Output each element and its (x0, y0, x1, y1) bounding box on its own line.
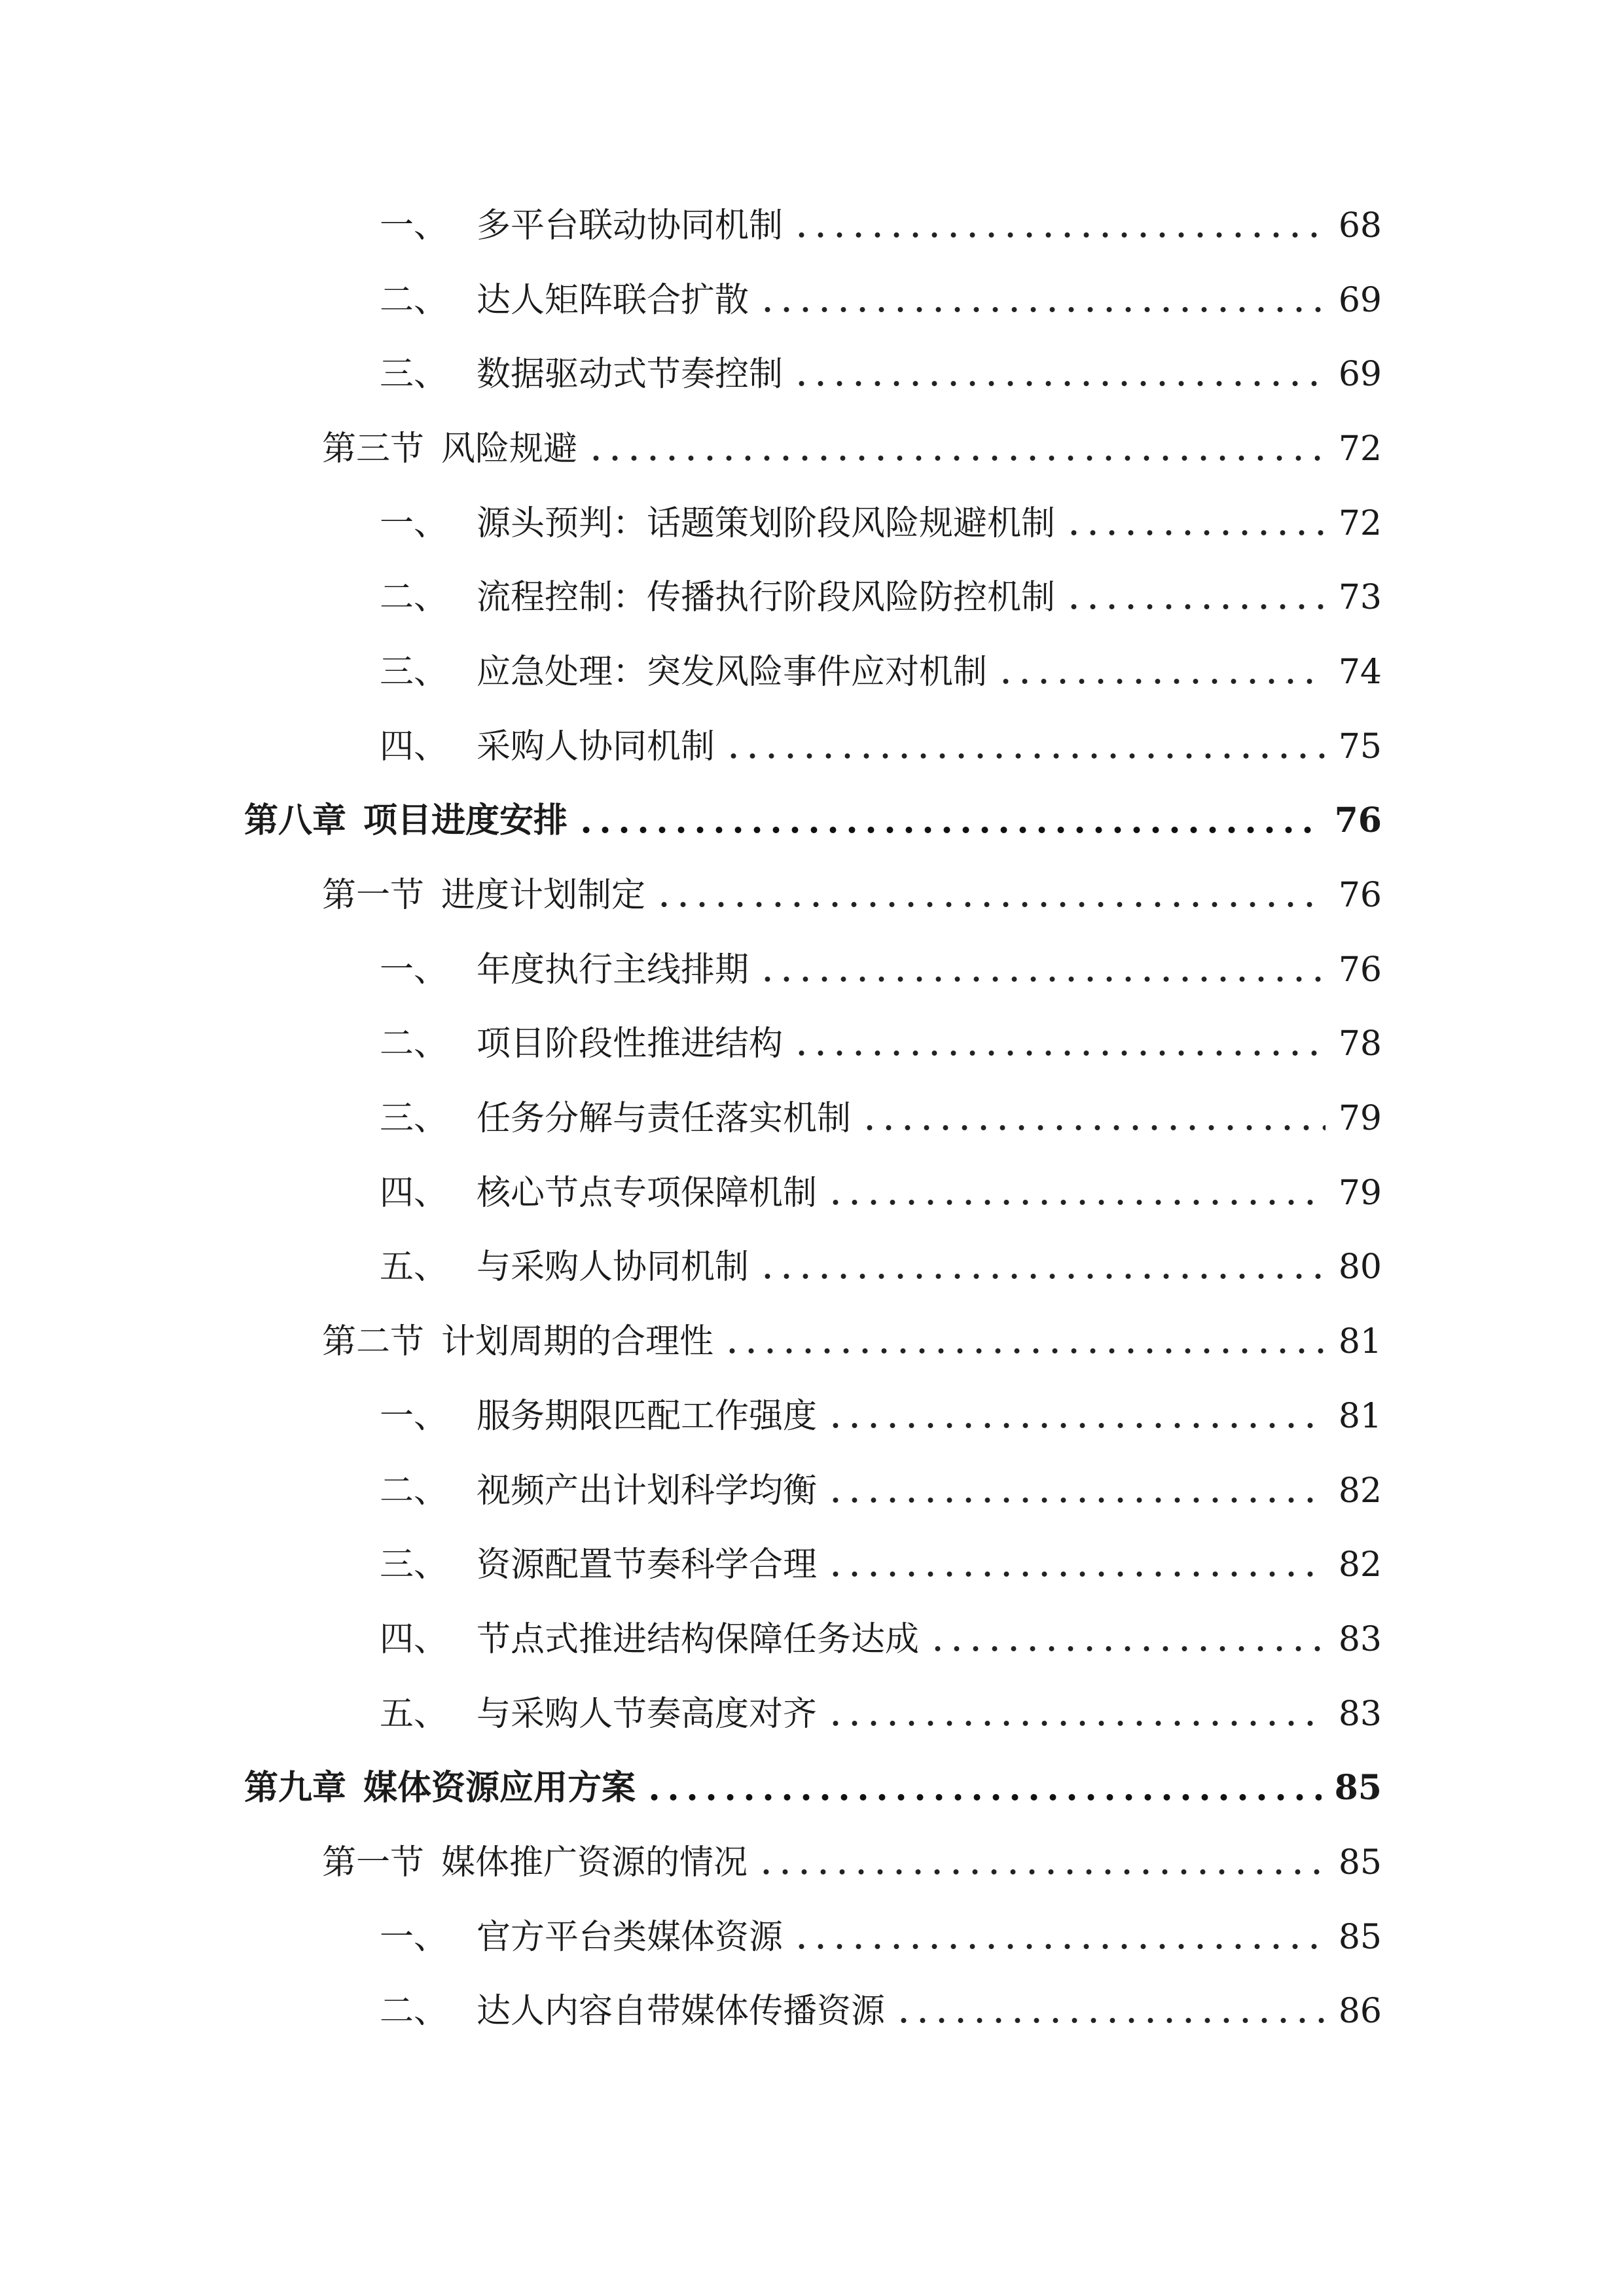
toc-entry-number: 五、 (380, 1694, 448, 1734)
dot-leader (758, 975, 1326, 983)
dot-leader (758, 306, 1326, 314)
toc-entry-subsection[interactable] (0, 1156, 1624, 1230)
toc-entry-title: 采购人协同机制 (477, 726, 715, 766)
toc-entry-title: 项目进度安排 (363, 800, 568, 841)
toc-entry-number: 第一节 (322, 876, 425, 916)
dot-leader (645, 1793, 1322, 1801)
toc-entry-title: 与采购人协同机制 (477, 1247, 749, 1287)
toc-entry-page-number: 76 (1338, 876, 1382, 916)
toc-entry-page-number: 85 (1334, 1768, 1382, 1808)
toc-entry-title: 年度执行主线排期 (477, 950, 749, 990)
toc-entry-page-number: 81 (1338, 1396, 1382, 1436)
toc-entry-section[interactable] (0, 858, 1624, 933)
toc-entry-subsection[interactable] (0, 933, 1624, 1007)
toc-entry-title: 达人矩阵联合扩散 (477, 280, 749, 320)
dot-leader (758, 1272, 1326, 1280)
toc-entry-subsection[interactable] (0, 337, 1624, 412)
dot-leader (792, 231, 1326, 239)
toc-entry-subsection[interactable] (0, 1230, 1624, 1305)
toc-entry-number: 三、 (380, 355, 448, 395)
toc-entry-number: 第八章 (244, 800, 347, 841)
toc-entry-title: 节点式推进结构保障任务达成 (477, 1619, 920, 1659)
toc-entry-subsection[interactable] (0, 1900, 1624, 1975)
toc-entry-number: 五、 (380, 1247, 448, 1287)
toc-entry-title: 与采购人节奏高度对齐 (477, 1694, 818, 1734)
dot-leader (792, 1943, 1326, 1950)
toc-entry-title: 源头预判：话题策划阶段风险规避机制 (477, 503, 1056, 543)
dot-leader (577, 826, 1322, 834)
toc-entry-page-number: 72 (1338, 429, 1382, 469)
dot-leader (928, 1645, 1326, 1653)
toc-entry-subsection[interactable] (0, 709, 1624, 784)
toc-entry-page-number: 72 (1338, 503, 1382, 543)
toc-entry-title: 媒体推广资源的情况 (441, 1842, 748, 1882)
toc-entry-number: 四、 (380, 1619, 448, 1659)
table-of-contents (0, 188, 1624, 2049)
toc-entry-number: 三、 (380, 652, 448, 692)
toc-entry-subsection[interactable] (0, 1454, 1624, 1528)
toc-entry-number: 一、 (380, 206, 448, 245)
toc-entry-title: 媒体资源应用方案 (363, 1768, 636, 1808)
toc-entry-title: 应急处理：突发风险事件应对机制 (477, 652, 988, 692)
dot-leader (894, 2017, 1326, 2024)
toc-entry-number: 第九章 (244, 1768, 347, 1808)
toc-entry-page-number: 83 (1338, 1694, 1382, 1734)
dot-leader (724, 752, 1326, 760)
dot-leader (826, 1570, 1326, 1578)
toc-entry-page-number: 79 (1338, 1099, 1382, 1139)
dot-leader (586, 454, 1326, 462)
toc-entry-number: 二、 (380, 578, 448, 618)
toc-entry-section[interactable] (0, 412, 1624, 486)
toc-entry-number: 三、 (380, 1099, 448, 1139)
toc-entry-number: 第一节 (322, 1842, 425, 1882)
toc-entry-subsection[interactable] (0, 263, 1624, 338)
toc-entry-number: 一、 (380, 503, 448, 543)
toc-entry-subsection[interactable] (0, 1602, 1624, 1677)
dot-leader (792, 1049, 1326, 1057)
toc-entry-title: 任务分解与责任落实机制 (477, 1099, 852, 1139)
toc-entry-page-number: 85 (1338, 1842, 1382, 1882)
toc-entry-number: 二、 (380, 280, 448, 320)
toc-entry-page-number: 68 (1338, 206, 1382, 245)
toc-entry-subsection[interactable] (0, 1379, 1624, 1454)
toc-entry-number: 第二节 (322, 1322, 425, 1362)
toc-entry-subsection[interactable] (0, 1975, 1624, 2049)
toc-entry-number: 一、 (380, 1917, 448, 1957)
toc-entry-title: 流程控制：传播执行阶段风险防控机制 (477, 578, 1056, 618)
toc-entry-page-number: 74 (1338, 652, 1382, 692)
toc-entry-subsection[interactable] (0, 1677, 1624, 1751)
toc-entry-title: 服务期限匹配工作强度 (477, 1396, 818, 1436)
dot-leader (655, 901, 1326, 908)
toc-entry-section[interactable] (0, 1304, 1624, 1379)
toc-entry-page-number: 76 (1338, 950, 1382, 990)
toc-entry-page-number: 73 (1338, 578, 1382, 618)
toc-entry-title: 进度计划制定 (441, 876, 646, 916)
toc-entry-page-number: 83 (1338, 1619, 1382, 1659)
dot-leader (1064, 529, 1326, 537)
toc-entry-title: 核心节点专项保障机制 (477, 1173, 818, 1213)
toc-entry-subsection[interactable] (0, 1007, 1624, 1082)
toc-entry-number: 二、 (380, 1992, 448, 2032)
toc-entry-subsection[interactable] (0, 635, 1624, 709)
toc-entry-section[interactable] (0, 1825, 1624, 1900)
toc-entry-title: 风险规避 (441, 429, 578, 469)
toc-entry-title: 数据驱动式节奏控制 (477, 355, 784, 395)
toc-entry-title: 资源配置节奏科学合理 (477, 1545, 818, 1585)
toc-entry-page-number: 86 (1338, 1992, 1382, 2032)
dot-leader (1064, 603, 1326, 611)
dot-leader (723, 1347, 1326, 1355)
toc-entry-page-number: 69 (1338, 280, 1382, 320)
toc-entry-page-number: 80 (1338, 1247, 1382, 1287)
toc-entry-chapter[interactable] (0, 1751, 1624, 1825)
toc-entry-page-number: 82 (1338, 1471, 1382, 1511)
dot-leader (826, 1198, 1326, 1206)
toc-entry-subsection[interactable] (0, 486, 1624, 561)
toc-entry-number: 二、 (380, 1471, 448, 1511)
toc-entry-page-number: 79 (1338, 1173, 1382, 1213)
toc-entry-page-number: 82 (1338, 1545, 1382, 1585)
toc-entry-title: 项目阶段性推进结构 (477, 1024, 784, 1064)
toc-entry-page-number: 78 (1338, 1024, 1382, 1064)
dot-leader (757, 1868, 1326, 1876)
toc-entry-number: 一、 (380, 950, 448, 990)
toc-entry-page-number: 81 (1338, 1322, 1382, 1362)
toc-entry-number: 四、 (380, 1173, 448, 1213)
dot-leader (860, 1124, 1326, 1132)
dot-leader (996, 677, 1326, 685)
dot-leader (792, 380, 1326, 387)
toc-entry-page-number: 85 (1338, 1917, 1382, 1957)
dot-leader (826, 1422, 1326, 1429)
toc-entry-subsection[interactable] (0, 560, 1624, 635)
toc-entry-title: 达人内容自带媒体传播资源 (477, 1992, 886, 2032)
toc-entry-title: 视频产出计划科学均衡 (477, 1471, 818, 1511)
toc-entry-number: 三、 (380, 1545, 448, 1585)
dot-leader (826, 1719, 1326, 1727)
toc-entry-page-number: 75 (1338, 726, 1382, 766)
toc-entry-title: 官方平台类媒体资源 (477, 1917, 784, 1957)
toc-entry-subsection[interactable] (0, 1528, 1624, 1602)
toc-entry-subsection[interactable] (0, 188, 1624, 263)
dot-leader (826, 1496, 1326, 1504)
toc-entry-subsection[interactable] (0, 1081, 1624, 1156)
toc-entry-number: 第三节 (322, 429, 425, 469)
toc-entry-title: 多平台联动协同机制 (477, 206, 784, 245)
toc-entry-title: 计划周期的合理性 (441, 1322, 714, 1362)
toc-entry-page-number: 69 (1338, 355, 1382, 395)
toc-entry-number: 四、 (380, 726, 448, 766)
toc-entry-chapter[interactable] (0, 784, 1624, 859)
toc-entry-page-number: 76 (1334, 800, 1382, 841)
toc-entry-number: 一、 (380, 1396, 448, 1436)
toc-entry-number: 二、 (380, 1024, 448, 1064)
